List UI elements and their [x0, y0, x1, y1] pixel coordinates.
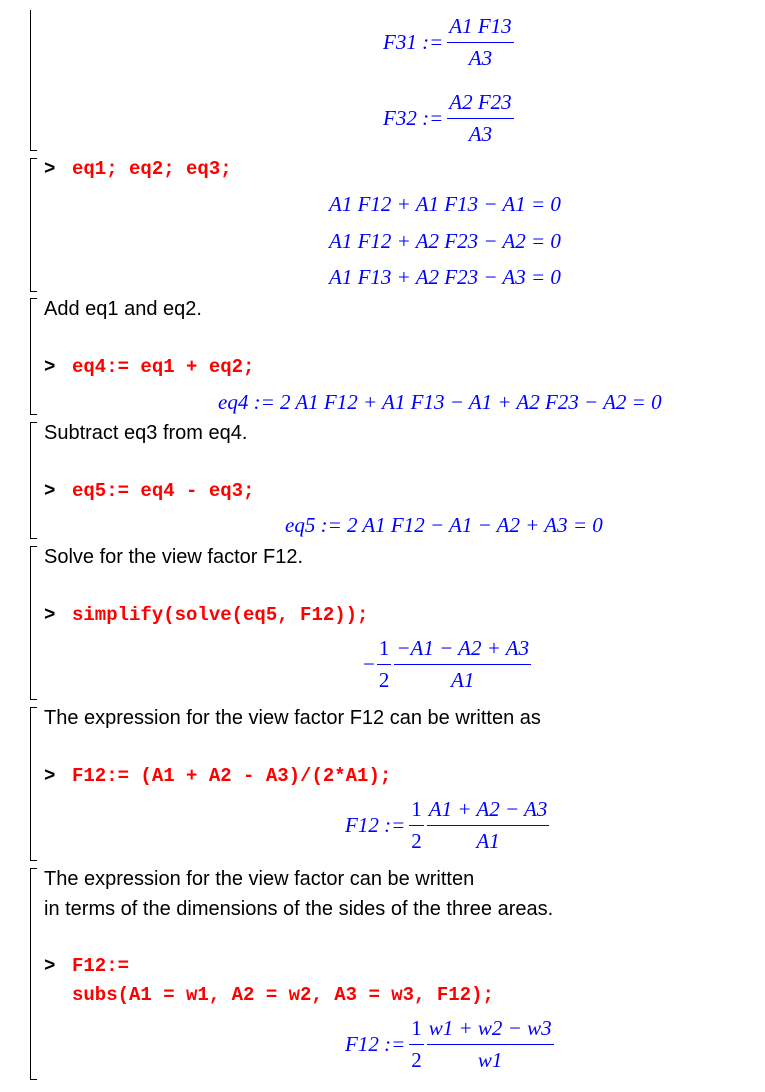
- output-solve-sign: −: [363, 652, 375, 676]
- execution-group-bracket-2: [30, 158, 37, 292]
- output-f12-definition-fraction: [427, 797, 550, 854]
- output-f12-subs-half: [409, 1016, 424, 1073]
- comment-expression-dimensions-line2: in terms of the dimensions of the sides of the three areas.: [44, 898, 554, 920]
- output-f12-definition-lhs: F12 :=: [345, 813, 406, 837]
- output-f32-lhs: F32 :=: [383, 106, 444, 130]
- execution-group-bracket-5: [30, 546, 37, 700]
- output-f12-definition-half-denominator: 2: [411, 829, 422, 853]
- execution-group-bracket-7: [30, 868, 37, 1080]
- output-solve-fraction: [394, 636, 531, 693]
- output-f12-subs-numerator: w1 + w2 − w3: [427, 1016, 554, 1045]
- prompt-symbol: >: [44, 158, 56, 180]
- output-f31-lhs: F31 :=: [383, 30, 444, 54]
- output-f12-definition: [345, 797, 549, 854]
- prompt-symbol: >: [44, 765, 56, 787]
- output-f31-denominator: A3: [468, 46, 493, 70]
- output-eq1: A1 F12 + A1 F13 − A1 = 0: [329, 192, 561, 216]
- command-input-eqs[interactable]: eq1; eq2; eq3;: [72, 158, 232, 180]
- output-f32-denominator: A3: [468, 122, 493, 146]
- comment-add: Add eq1 and eq2.: [44, 298, 202, 320]
- command-input-eq5[interactable]: eq5:= eq4 - eq3;: [72, 480, 255, 502]
- output-f12-subs: [345, 1016, 554, 1073]
- prompt-symbol: >: [44, 955, 56, 977]
- comment-expression: The expression for the view factor F12 can be written as: [44, 707, 541, 729]
- output-f12-definition-numerator: A1 + A2 − A3: [427, 797, 550, 826]
- command-input-f12-definition[interactable]: F12:= (A1 + A2 - A3)/(2*A1);: [72, 765, 392, 787]
- output-f31-fraction: [447, 14, 513, 71]
- command-input-eq4[interactable]: eq4:= eq1 + eq2;: [72, 356, 255, 378]
- output-eq2: A1 F12 + A2 F23 − A2 = 0: [329, 229, 561, 253]
- output-f31: [383, 14, 514, 71]
- output-eq5: eq5 := 2 A1 F12 − A1 − A2 + A3 = 0: [285, 513, 603, 537]
- output-f31-numerator: A1 F13: [447, 14, 513, 43]
- execution-group-bracket-3: [30, 298, 37, 415]
- output-f12-subs-fraction: [427, 1016, 554, 1073]
- command-input-solve[interactable]: simplify(solve(eq5, F12));: [72, 604, 369, 626]
- command-input-f12-subs-line1[interactable]: F12:=: [72, 955, 130, 977]
- prompt-symbol: >: [44, 604, 56, 626]
- output-f12-definition-denominator: A1: [476, 829, 500, 853]
- output-f32-numerator: A2 F23: [447, 90, 513, 119]
- output-f12-definition-half-numerator: 1: [409, 797, 424, 826]
- command-input-f12-subs-line2[interactable]: subs(A1 = w1, A2 = w2, A3 = w3, F12);: [72, 984, 494, 1006]
- comment-subtract: Subtract eq3 from eq4.: [44, 422, 248, 444]
- output-f12-subs-half-denominator: 2: [411, 1048, 422, 1072]
- output-f12-subs-lhs: F12 :=: [345, 1032, 406, 1056]
- comment-expression-dimensions-line1: The expression for the view factor can be written: [44, 868, 475, 890]
- output-f32-fraction: [447, 90, 513, 147]
- output-solve-half-denominator: 2: [378, 668, 390, 692]
- execution-group-bracket-6: [30, 707, 37, 861]
- output-solve: [363, 636, 531, 693]
- output-eq4: eq4 := 2 A1 F12 + A1 F13 − A1 + A2 F23 − A2 = 0: [218, 390, 662, 414]
- prompt-symbol: >: [44, 480, 56, 502]
- comment-solve: Solve for the view factor F12.: [44, 546, 304, 568]
- output-solve-half-numerator: 1: [377, 636, 392, 665]
- output-solve-half: [377, 636, 392, 693]
- prompt-symbol: >: [44, 356, 56, 378]
- output-solve-numerator: −A1 − A2 + A3: [394, 636, 531, 665]
- output-f12-definition-half: [409, 797, 424, 854]
- execution-group-bracket-1: [30, 10, 37, 151]
- output-f32: [383, 90, 514, 147]
- output-f12-subs-denominator: w1: [477, 1048, 503, 1072]
- output-solve-denominator: A1: [451, 668, 475, 692]
- execution-group-bracket-4: [30, 422, 37, 539]
- output-eq3: A1 F13 + A2 F23 − A3 = 0: [329, 265, 561, 289]
- output-f12-subs-half-numerator: 1: [409, 1016, 424, 1045]
